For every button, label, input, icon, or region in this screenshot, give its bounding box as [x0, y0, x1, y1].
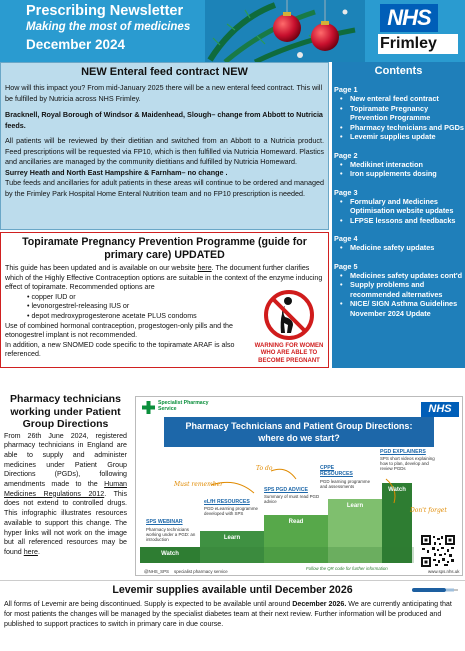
topiramate-section — [0, 232, 329, 368]
steps-diagram — [136, 449, 464, 577]
to-do-note: To do — [256, 465, 273, 472]
pharmacy-technicians-section — [0, 393, 131, 576]
banner-line-2: where do we start? — [258, 433, 340, 443]
contents-title: Contents — [374, 65, 423, 77]
org-name: Frimley — [378, 34, 458, 54]
topiramate-guide-link[interactable]: here — [197, 264, 212, 272]
contents-page-label: Page 3 — [334, 187, 358, 197]
contents-item[interactable]: • Medicines safety updates cont'd — [340, 271, 465, 281]
option-depot: • depot medroxyprogesterone acetate PLUS condoms — [27, 311, 197, 320]
contents-page-1 — [332, 85, 465, 142]
pregnancy-warning — [251, 289, 327, 367]
levemir-date: December 2026. — [292, 600, 347, 608]
pgd-infographic — [135, 396, 463, 576]
enteral-review: All patients will be reviewed by their dietitian and switched from an Abbott to a Nutricia product. Feed prescriptions will be requested via FP10, which is then fulfilled via Nutricia Homeward. Plastics and ancillaries are managed by the community dietitians and fulfilled by Nutricia Homeward. — [5, 136, 324, 166]
resource-desc-4: PGD learning programme and assessments — [320, 479, 371, 490]
sps-logo — [142, 401, 222, 417]
enteral-title: NEW Enteral feed contract NEW — [81, 66, 248, 78]
contents-item[interactable]: • Levemir supplies update — [340, 132, 465, 142]
resource-elfh[interactable]: eLfH RESOURCES — [204, 499, 250, 505]
resource-desc-3: Summary of must read PGD advice — [264, 494, 320, 505]
enteral-area-change: Bracknell, Royal Borough of Windsor & Maidenhead, Slough– change from Abbott to Nutricia feeds. — [5, 110, 323, 130]
contents-item[interactable]: • Formulary and Medicines Optimisation website updates — [340, 197, 465, 216]
footer-twitter: @NHS_SPS — [144, 569, 169, 574]
enteral-intro: How will this impact you? From mid-January 2025 there will be a new enteral feed contract. This will be fulfilled by Nutricia across NHS Frimley. — [5, 83, 323, 103]
contents-item[interactable]: • Medicine safety updates — [340, 243, 465, 253]
contents-item[interactable]: • Topiramate Pregnancy Prevention Programme — [340, 104, 465, 123]
contents-item[interactable]: • Supply problems and recommended alternatives — [340, 280, 465, 299]
warning-text: WARNING FOR WOMEN WHO ARE ABLE TO BECOME PREGNANT — [254, 343, 324, 364]
topiramate-not-recommended: Use of combined hormonal contraception, progestogen-only pills and the etonogestrel implant is not recommended. — [5, 321, 233, 340]
resource-desc-5: SPS short videos explaining how to plan, develop and review PGDs — [380, 456, 435, 472]
insulin-pen-icon — [410, 585, 460, 595]
contents-item[interactable]: • Pharmacy technicians and PGDs — [340, 123, 465, 133]
contents-page-5 — [332, 262, 465, 319]
topiramate-snomed: In addition, a new SNOMED code specific to the topiramate ARAF is also referenced. — [5, 340, 235, 359]
contents-page-2 — [332, 151, 465, 179]
step-label-2: Learn — [223, 535, 241, 541]
resource-desc-2: PGD eLearning programme developed with SPS — [204, 506, 258, 517]
contents-item[interactable]: • Medikinet interaction — [340, 160, 465, 170]
contents-page-4 — [332, 234, 465, 253]
contents-panel — [332, 62, 465, 368]
regulations-link[interactable]: Human Medicines Regulations 2012 — [4, 480, 127, 498]
enteral-no-change: Surrey Heath and North East Hampshire & Farnham– no change . — [5, 167, 228, 177]
christmas-baubles-image — [205, 0, 365, 62]
step-label-3: Read — [288, 519, 304, 525]
footer-website: www.sps.nhs.uk — [428, 569, 460, 574]
step-label-4: Learn — [346, 503, 364, 509]
topiramate-intro: This guide has been updated and is available on our website here. The document further clarifies which of the Highly Effective Contraception options are suitable in the context of the enzyme inducing effect of topiramate. Recommended options are — [5, 264, 323, 292]
enteral-feed-section — [0, 62, 329, 230]
contents-page-3 — [332, 188, 465, 226]
newsletter-header — [0, 0, 465, 62]
nhs-logo: NHS — [380, 4, 438, 32]
pharm-body: From 26th June 2024, registered pharmacy technicians in England are able to supply and administer medicines under Patient Group Directions (PGDs), following amendments made to the Human Medicines Regulations 2012. This does not extend to controlled drugs. This infographic illustrates resources available to support this change. The hyper links will not work on the image but all referenced resources may be found here. — [4, 431, 128, 556]
topiramate-title: Topiramate Pregnancy Prevention Programme (guide for primary care) UPDATED — [22, 236, 307, 261]
contents-item[interactable]: • LFPSE lessons and feedbacks — [340, 216, 465, 226]
contents-page-label: Page 2 — [334, 150, 358, 160]
resources-link[interactable]: here — [23, 547, 38, 556]
option-ius: • levonorgestrel-releasing IUS or — [27, 302, 130, 311]
infographic-banner — [164, 417, 434, 447]
banner-line-1: Pharmacy Technicians and Patient Group Directions: — [185, 421, 413, 431]
contents-item[interactable]: • Iron supplements dosing — [340, 169, 465, 179]
must-remember-note: Must remember — [174, 481, 224, 488]
contents-page-label: Page 5 — [334, 261, 358, 271]
resource-cppe[interactable]: CPPE RESOURCES — [320, 465, 353, 477]
contents-page-label: Page 4 — [334, 234, 358, 243]
pharm-title: Pharmacy technicians working under Patient Group Directions — [10, 393, 121, 430]
newsletter-date: December 2024 — [26, 37, 126, 52]
dont-forget-note: Don't forget — [410, 507, 447, 514]
resource-sps-pgd-advice[interactable]: SPS PGD ADVICE — [264, 487, 308, 493]
levemir-body: All forms of Levemir are being discontinued. Supply is expected to be available until around December 2026. We are currently anticipating that for most patients the changes will be managed by the specialist diabetes team at their next review. Further information will be produced and published to support practices to switch in primary care in due course. — [4, 600, 452, 628]
no-pregnancy-icon — [263, 289, 315, 341]
sps-logo-icon — [142, 401, 155, 414]
sps-logo-text: Specialist Pharmacy Service — [158, 400, 209, 412]
footer-sps: specialist pharmacy service — [174, 569, 228, 574]
contents-item[interactable]: • New enteral feed contract — [340, 94, 465, 104]
newsletter-subtitle: Making the most of medicines — [26, 21, 191, 33]
step-label-1: Watch — [161, 551, 179, 557]
newsletter-title: Prescribing Newsletter — [26, 3, 184, 19]
contents-item[interactable]: • NICE/ SIGN Asthma Guidelines November 2024 Update — [340, 299, 465, 318]
contents-page-label: Page 1 — [334, 85, 358, 94]
step-label-5: Watch — [388, 487, 406, 493]
resource-pgd-explainers[interactable]: PGD EXPLAINERS — [380, 449, 426, 455]
resource-sps-webinar[interactable]: SPS WEBINAR — [146, 519, 183, 525]
levemir-section — [0, 580, 465, 651]
nhs-logo-small: NHS — [421, 402, 459, 417]
nhs-frimley-logo — [376, 4, 460, 56]
enteral-tube-feeds: Tube feeds and ancillaries for adult patients in these areas will continue to be ordered and managed by the Frimley Park Hospital Home Enteral Nutrition team and no FP10 prescription is needed. — [5, 178, 324, 198]
levemir-title: Levemir supplies available until December 2026 — [112, 584, 353, 596]
resource-desc-1: Pharmacy technicians working under a PGD: an introduction — [146, 527, 196, 543]
qr-code[interactable] — [420, 534, 456, 568]
qr-hint: Follow the QR code for further information — [306, 566, 388, 571]
option-copper-iud: • copper IUD or — [27, 292, 76, 301]
